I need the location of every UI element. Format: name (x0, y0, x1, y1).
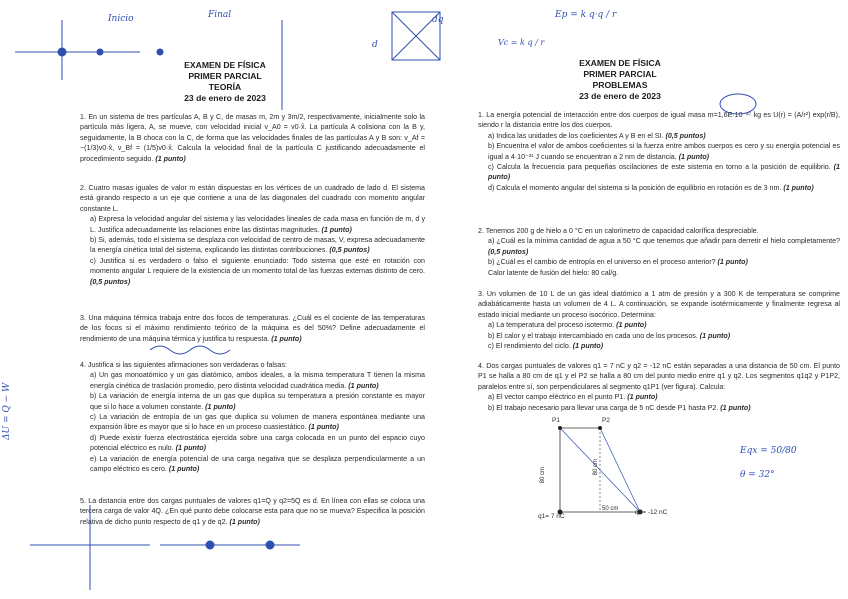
note-d: d (372, 40, 378, 50)
theory-header (140, 60, 310, 104)
part-text: d) Puede existir fuerza electrostática ejercida sobre una carga colocada en un punto del espacio cuyo potencial eléctrico es nulo. (90, 433, 425, 453)
part-text: e) La variación de energía potencial de una carga negativa que se desplaza perpendicularmente a un campo eléctrico es cero. (90, 454, 425, 474)
part-text: b) Si, además, todo el sistema se desplaza con velocidad de centro de masas, V, expresa adecuadamente la energía cinética total del sistema, explicando las distintas contribuciones. (90, 236, 425, 255)
label-q2: q2= -12 nC (635, 509, 668, 516)
problems-header (540, 58, 700, 102)
point-p1 (558, 426, 562, 430)
part-text: c) Justifica si es verdadero o falso el siguiente enunciado: Todo sistema que esté en rotación con momento angular L requiere de la existencia de un momento total de las fuerzas externas distinto de cero. (90, 256, 425, 276)
note-angle: θ = 32° (740, 470, 775, 480)
part-points: (1 punto) (205, 402, 236, 411)
theory-question-1 (80, 112, 425, 164)
theory-question-2 (80, 183, 425, 287)
exam-title: EXAMEN DE FÍSICA (184, 60, 266, 70)
theory-question-3 (80, 313, 425, 344)
label-50cm: 50 cm (602, 506, 619, 512)
theory-question-4 (80, 360, 425, 474)
part-points: (1 punto) (616, 321, 647, 330)
latent-heat-note: Calor latente de fusión del hielo: 80 cal/g. (488, 268, 619, 277)
theory-question-5 (80, 496, 425, 527)
part-points: (1 punto) (321, 225, 352, 234)
exam-section: PROBLEMAS (592, 80, 648, 90)
part-text: b) El calor y el trabajo intercambiado en cada uno de los procesos. (488, 331, 698, 340)
note-potential: Vc = k q / r (498, 38, 545, 47)
question-points: (1 punto) (271, 334, 302, 343)
exam-section: TEORÍA (208, 82, 242, 92)
label-80cm-b: 80 cm (592, 459, 599, 476)
note-inicio: Inicio (108, 14, 134, 24)
note-field-x: Eqx = 50/80 (740, 446, 797, 456)
exam-subtitle: PRIMER PARCIAL (583, 69, 657, 79)
label-q1: q1= 7 nC (538, 513, 565, 520)
part-points: (1 punto) (175, 444, 206, 453)
part-points: (1 punto) (308, 423, 339, 432)
exam-title: EXAMEN DE FÍSICA (579, 58, 661, 68)
part-text: c) Calcula la frecuencia para pequeñas oscilaciones de este sistema en torno a la posición de equilibrio. (488, 163, 831, 172)
exam-subtitle: PRIMER PARCIAL (188, 71, 262, 81)
part-text: b) El trabajo necesario para llevar una carga de 5 nC desde P1 hasta P2. (488, 403, 719, 412)
problems-page (430, 0, 848, 599)
question-text: 5. La distancia entre dos cargas puntuales de valores q1=Q y q2=5Q es d. En línea con ellas se coloca una tercera carga de valor 4Q. ¿En qué punto debe colocarse esta para que no se mueva? Especifica la posición relativa de dicho punto respecto de q1 y de q2. (80, 497, 425, 526)
part-points: (1 punto) (717, 258, 748, 267)
question-text: 2. Cuatro masas iguales de valor m están dispuestas en los vértices de un cuadrado de lado d. El sistema está girando respecto a un eje que contiene a una de las diagonales del cuadrado con momento angular constante L. (80, 184, 425, 213)
part-points: (1 punto) (348, 381, 379, 390)
part-text: c) El rendimiento del ciclo. (488, 342, 571, 351)
label-p1: P1 (552, 417, 560, 424)
question-text: 4. Dos cargas puntuales de valores q1 = 7 nC y q2 = -12 nC están separadas a una distancia de 50 cm. El punto P1 se halla a 80 cm de q1 y el P2 se halla a 80 cm del punto medio entre q1 y q2. Los segmentos q1q2 y P1P2, paralelos entre sí, son perpendiculares al segmento q1P1 (ver figura). Calcula: (478, 362, 840, 391)
part-points: (1 punto) (783, 183, 814, 192)
ink-line (600, 428, 640, 512)
part-text: a) La temperatura del proceso isotermo. (488, 321, 615, 330)
part-text: a) Indica las unidades de los coeficientes A y B en el SI. (488, 131, 664, 140)
part-points: (0,5 puntos) (329, 246, 370, 255)
part-text: a) Expresa la velocidad angular del sistema y las velocidades lineales de cada masa en función de m, d y L. Justifica adecuadamente las relaciones entre las distintas magnitudes. (90, 215, 425, 234)
exam-date: 23 de enero de 2023 (579, 91, 661, 101)
charges-figure (540, 420, 720, 530)
note-first-law: ΔU = Q − W (2, 382, 12, 440)
problem-1 (478, 110, 840, 193)
point-p2 (598, 426, 602, 430)
part-text: d) Calcula el momento angular del sistema si la posición de equilibrio en rotación es de 3 nm. (488, 183, 782, 192)
part-points: (0,5 puntos) (90, 277, 131, 286)
part-points: (0,5 puntos) (665, 131, 706, 140)
question-text: 1. En un sistema de tres partículas A, B y C, de masas m, 2m y 3m/2, respectivamente, inicialmente solo la partícula más ligera, A, se mueve, con velocidad inicial v_A0 = v0·x̂. La partícula A colisiona con la B y, seguidamente, la B choca con la C, de forma que las velocidades finales de las partículas A y B son: v_Af = −(1/3)v0·x̂, v_Bf = (1/5)v0·x̂. Calcula la velocidad final de la partícula C justificando adecuadamente el procedimiento seguido. (80, 113, 425, 163)
part-text: b) Encuentra el valor de ambos coeficientes si la fuerza entre ambos cuerpos es cero y su energía potencial es igual a 4·10⁻²¹ J cuando se encuentran a 2 nm de distancia. (488, 142, 840, 161)
problem-3 (478, 289, 840, 351)
problem-4 (478, 361, 840, 413)
question-text: 3. Un volumen de 10 L de un gas ideal diatómico a 1 atm de presión y a 300 K de temperatura se comprime adiabáticamente hasta un volumen de 4 L. A continuación, se expande isotérmicamente y finalmente regresa al estado inicial mediante un proceso isocórico. Determina: (478, 290, 840, 319)
part-text: c) La variación de entropía de un gas que duplica su volumen de manera espontánea mediante una expansión libre es mayor que si lo hace en un proceso cuasiestático. (90, 413, 425, 432)
part-points: (1 punto) (627, 393, 658, 402)
label-p2: P2 (602, 417, 610, 424)
question-text: 1. La energía potencial de interacción entre dos cuerpos de igual masa m=1,6E·10⁻²⁷ kg es U(r) = (A/r²) exp(r/B), siendo r la distancia entre los dos cuerpos. (478, 111, 840, 130)
part-text: a) ¿Cuál es la mínima cantidad de agua a 50 °C que tenemos que añadir para derretir el hielo completamente? (488, 237, 840, 246)
problem-2 (478, 226, 840, 278)
question-text: 3. Una máquina térmica trabaja entre dos focos de temperaturas. ¿Cuál es el cociente de las temperaturas de los focos si el máximo rendimiento teórico de la máquina es del 50%? Define adecuadamente el rendimiento de una máquina térmica y justifica tu respuesta. (80, 314, 425, 343)
label-80cm-a: 80 cm (539, 467, 546, 484)
question-points: (1 punto) (229, 517, 260, 526)
question-text: 4. Justifica si las siguientes afirmaciones son verdaderas o falsas: (80, 361, 288, 369)
part-text: a) El vector campo eléctrico en el punto P1. (488, 393, 626, 402)
part-text: b) ¿Cuál es el cambio de entropía en el universo en el proceso anterior? (488, 258, 716, 267)
part-points: (0,5 puntos) (488, 247, 529, 256)
note-dq: dq (432, 15, 444, 25)
part-points: (1 punto) (168, 465, 200, 474)
part-points: (1 punto) (678, 152, 710, 161)
question-text: 2. Tenemos 200 g de hielo a 0 °C en un calorímetro de capacidad calorífica despreciable. (478, 227, 759, 235)
part-points: (1 punto) (572, 342, 604, 351)
note-final: Final (208, 10, 232, 20)
part-text: b) La variación de energía interna de un gas que duplica su temperatura a presión constante es mayor que si lo hace a volumen constante. (90, 392, 425, 411)
part-points: (1 punto) (699, 331, 731, 340)
question-points: (1 punto) (155, 154, 186, 163)
part-points: (1 punto) (720, 403, 751, 412)
part-points: (1 punto) (488, 163, 840, 182)
note-potential-energy: Ep = k q·q / r (555, 10, 617, 20)
part-text: a) Un gas monoatómico y un gas diatómico, ambos ideales, a la misma temperatura T tienen la misma energía cinética de traslación promedio, pero distinta velocidad cuadrática media. (90, 371, 425, 390)
exam-date: 23 de enero de 2023 (184, 93, 266, 103)
